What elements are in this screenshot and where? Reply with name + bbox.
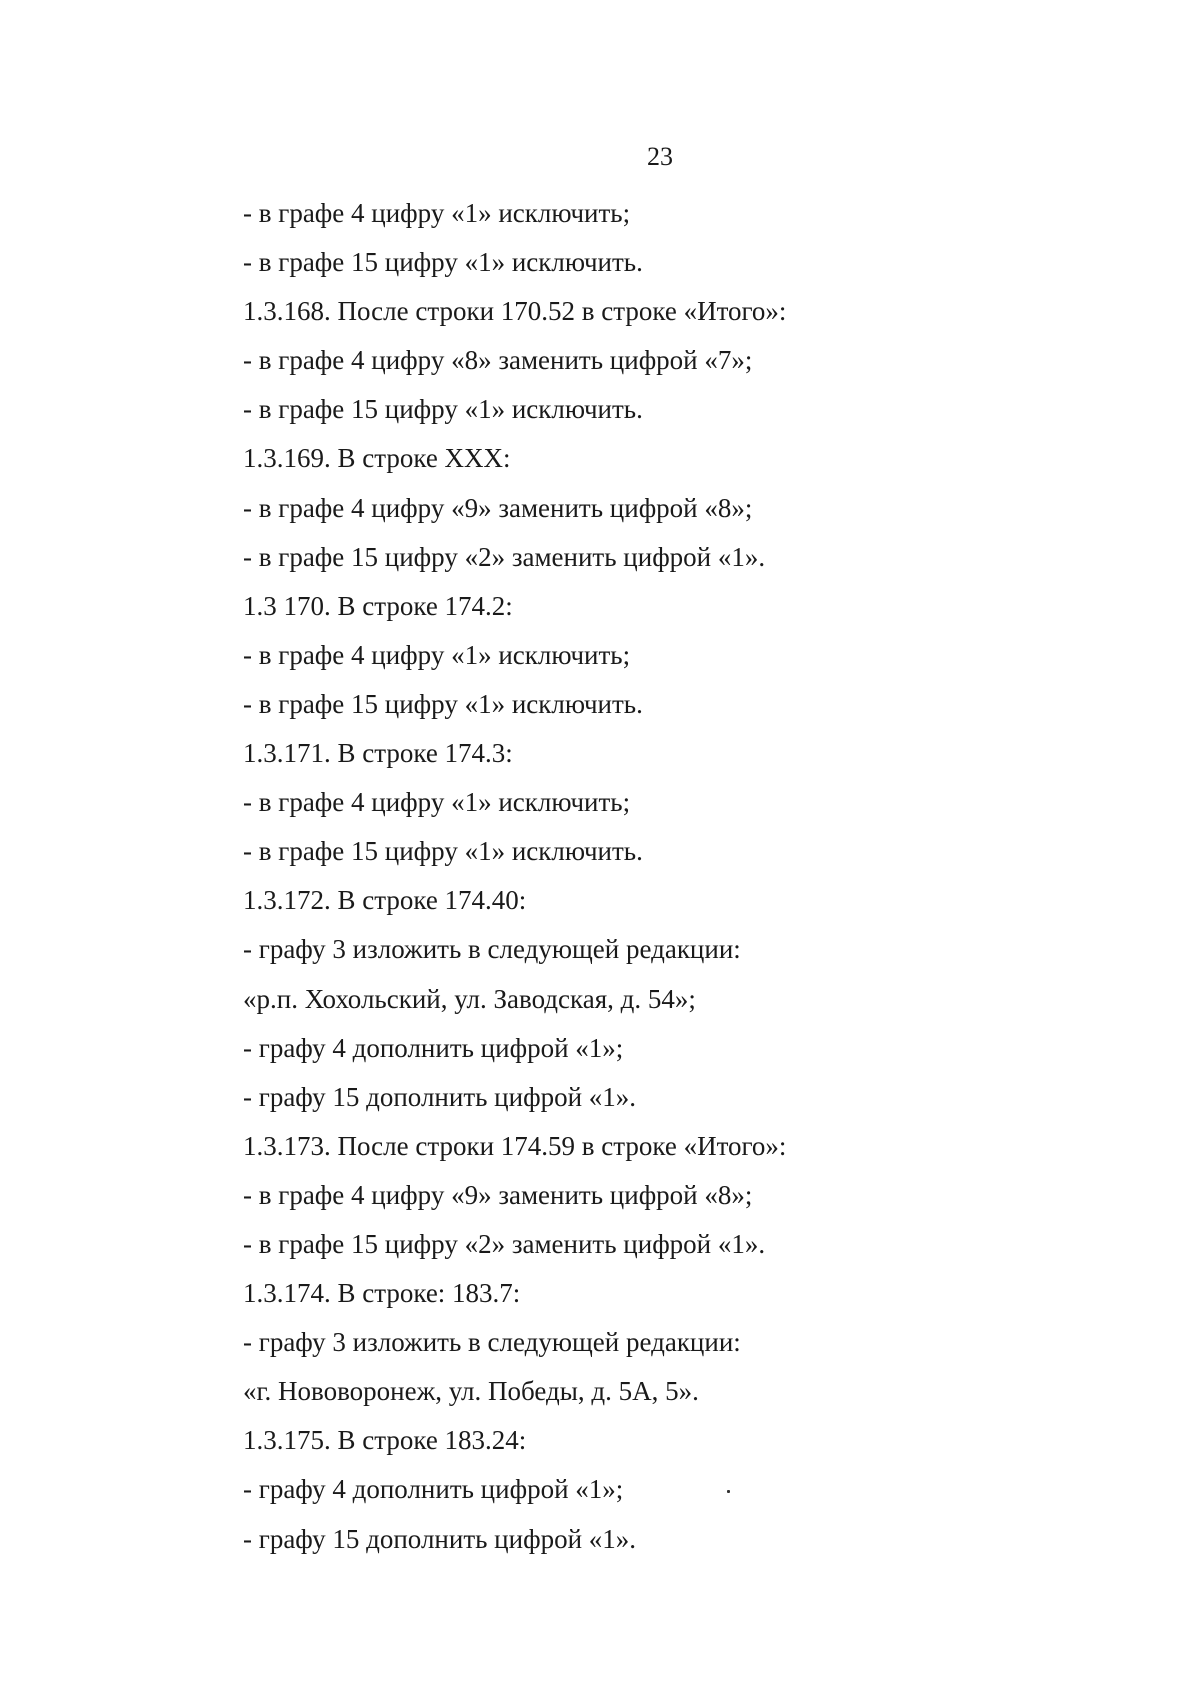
text-line: «р.п. Хохольский, ул. Заводская, д. 54»; [243, 983, 696, 1014]
text-line: 1.3.172. В строке 174.40: [243, 885, 527, 916]
text-line: - в графе 15 цифру «2» заменить цифрой «1». [243, 541, 766, 572]
text-line: - графу 15 дополнить цифрой «1». [243, 1523, 637, 1554]
text-line: - в графе 4 цифру «8» заменить цифрой «7»; [243, 345, 753, 376]
scan-speck [727, 1490, 730, 1493]
text-line: - графу 15 дополнить цифрой «1». [243, 1081, 637, 1112]
text-line: «г. Нововоронеж, ул. Победы, д. 5А, 5». [243, 1376, 699, 1407]
text-line: - в графе 4 цифру «1» исключить; [243, 198, 631, 228]
text-line: 1.3.168. После строки 170.52 в строке «Итого»: [243, 296, 787, 327]
text-line: - графу 4 дополнить цифрой «1»; [243, 1032, 624, 1063]
text-line: 1.3.171. В строке 174.3: [243, 738, 513, 769]
text-line: - графу 4 дополнить цифрой «1»; [243, 1474, 624, 1505]
text-line: - в графе 15 цифру «1» исключить. [243, 394, 643, 425]
text-line: 1.3 170. В строке 174.2: [243, 590, 513, 621]
page-number: 23 [647, 142, 673, 171]
text-line: - графу 3 изложить в следующей редакции: [243, 1327, 741, 1358]
text-line: - в графе 15 цифру «2» заменить цифрой «1». [243, 1228, 766, 1259]
text-line: 1.3.173. После строки 174.59 в строке «Итого»: [243, 1130, 787, 1161]
text-line: - в графе 15 цифру «1» исключить. [243, 836, 643, 867]
text-line: 1.3.174. В строке: 183.7: [243, 1278, 521, 1309]
text-line: - в графе 4 цифру «9» заменить цифрой «8»; [243, 1179, 753, 1210]
text-line: 1.3.175. В строке 183.24: [243, 1425, 527, 1456]
text-line: - в графе 15 цифру «1» исключить. [243, 247, 643, 278]
text-line: - графу 3 изложить в следующей редакции: [243, 934, 741, 965]
amendment-list [243, 198, 1143, 1573]
text-line: - в графе 4 цифру «9» заменить цифрой «8»; [243, 492, 753, 523]
text-line: - в графе 15 цифру «1» исключить. [243, 688, 643, 719]
text-line: 1.3.169. В строке XXX: [243, 443, 511, 474]
text-line: - в графе 4 цифру «1» исключить; [243, 639, 631, 670]
text-line: - в графе 4 цифру «1» исключить; [243, 787, 631, 818]
